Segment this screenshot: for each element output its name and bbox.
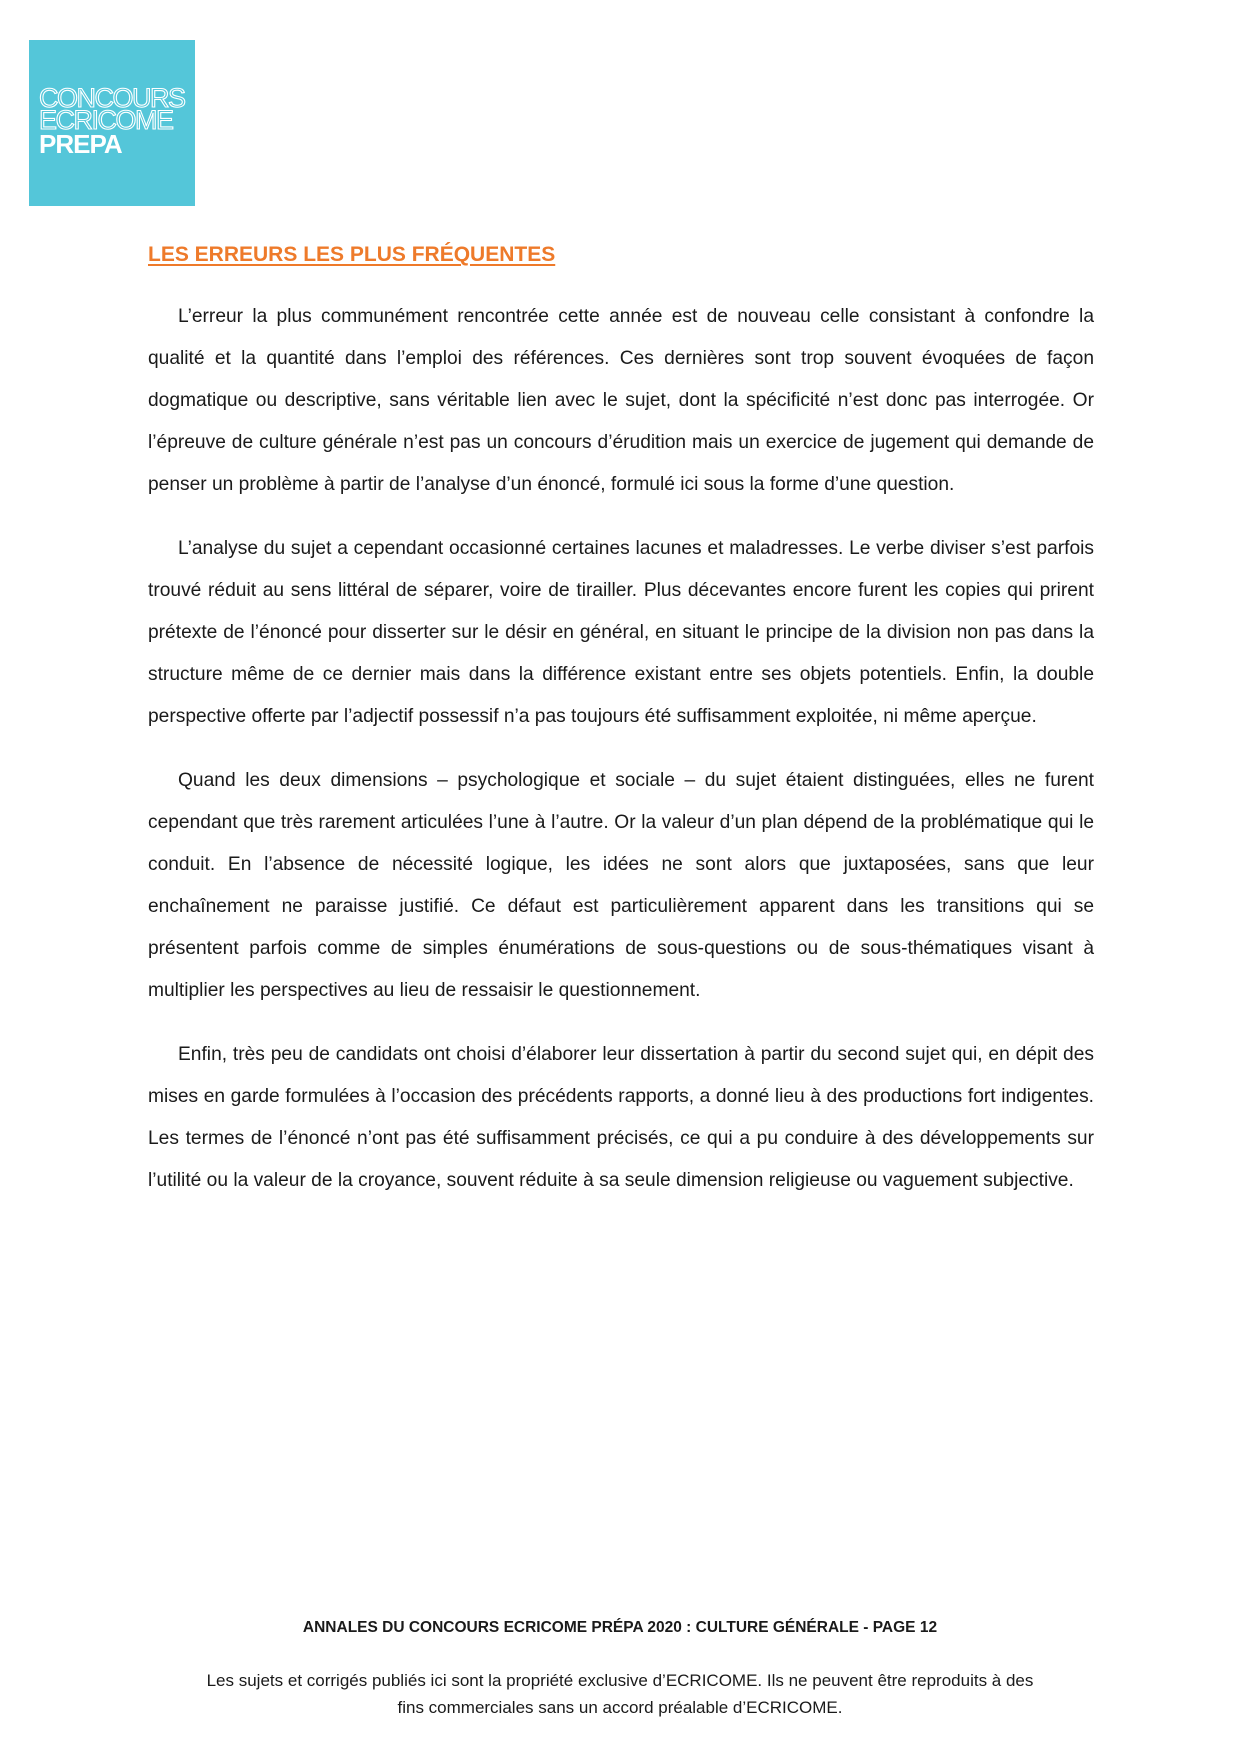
section-title: LES ERREURS LES PLUS FRÉQUENTES: [148, 243, 556, 266]
disclaimer-line-2: fins commerciales sans un accord préalable d’ECRICOME.: [397, 1698, 843, 1717]
logo-line-prepa: PREPA: [39, 129, 122, 159]
disclaimer-line-1: Les sujets et corrigés publiés ici sont la propriété exclusive d’ECRICOME. Ils ne peuvent être reproduits à des: [206, 1671, 1034, 1690]
ecricome-logo: [29, 40, 195, 206]
paragraph-1: L’erreur la plus communément rencontrée cette année est de nouveau celle consistant à confondre la qualité et la quantité dans l’emploi des références. Ces dernières sont trop souvent évoquées de façon dogmatique ou descriptive, sans véritable lien avec le sujet, dont la spécificité n’est donc pas interrogée. Or l’épreuve de culture générale n’est pas un concours d’érudition mais un exercice de jugement qui demande de penser un problème à partir de l’analyse d’un énoncé, formulé ici sous la forme d’une question.: [148, 306, 1094, 495]
logo-line-concours: CONCOURS: [39, 83, 185, 113]
logo-line-ecricome: ECRICOME: [39, 105, 173, 135]
paragraph-3: Quand les deux dimensions – psychologique et sociale – du sujet étaient distinguées, elles ne furent cependant que très rarement articulées l’une à l’autre. Or la valeur d’un plan dépend de la problématique qui le conduit. En l’absence de nécessité logique, les idées ne sont alors que juxtaposées, sans que leur enchaînement ne paraisse justifié. Ce défaut est particulièrement apparent dans les transitions qui se présentent parfois comme de simples énumérations de sous-questions ou de sous-thématiques visant à multiplier les perspectives au lieu de ressaisir le questionnement.: [148, 770, 1094, 1001]
footer-title: ANNALES DU CONCOURS ECRICOME PRÉPA 2020 : CULTURE GÉNÉRALE - PAGE 12: [302, 1619, 938, 1636]
paragraph-2: L’analyse du sujet a cependant occasionné certaines lacunes et maladresses. Le verbe diviser s’est parfois trouvé réduit au sens littéral de séparer, voire de tirailler. Plus décevantes encore furent les copies qui prirent prétexte de l’énoncé pour disserter sur le désir en général, en situant le principe de la division non pas dans la structure même de ce dernier mais dans la différence existant entre ses objets potentiels. Enfin, la double perspective offerte par l’adjectif possessif n’a pas toujours été suffisamment exploitée, ni même aperçue.: [148, 538, 1094, 727]
report-body: [148, 296, 1094, 1224]
footer-disclaimer: [145, 1667, 1095, 1721]
paragraph-4: Enfin, très peu de candidats ont choisi d’élaborer leur dissertation à partir du second sujet qui, en dépit des mises en garde formulées à l’occasion des précédents rapports, a donné lieu à des productions fort indigentes. Les termes de l’énoncé n’ont pas été suffisamment précisés, ce qui a pu conduire à des développements sur l’utilité ou la valeur de la croyance, souvent réduite à sa seule dimension religieuse ou vaguement subjective.: [148, 1044, 1094, 1191]
